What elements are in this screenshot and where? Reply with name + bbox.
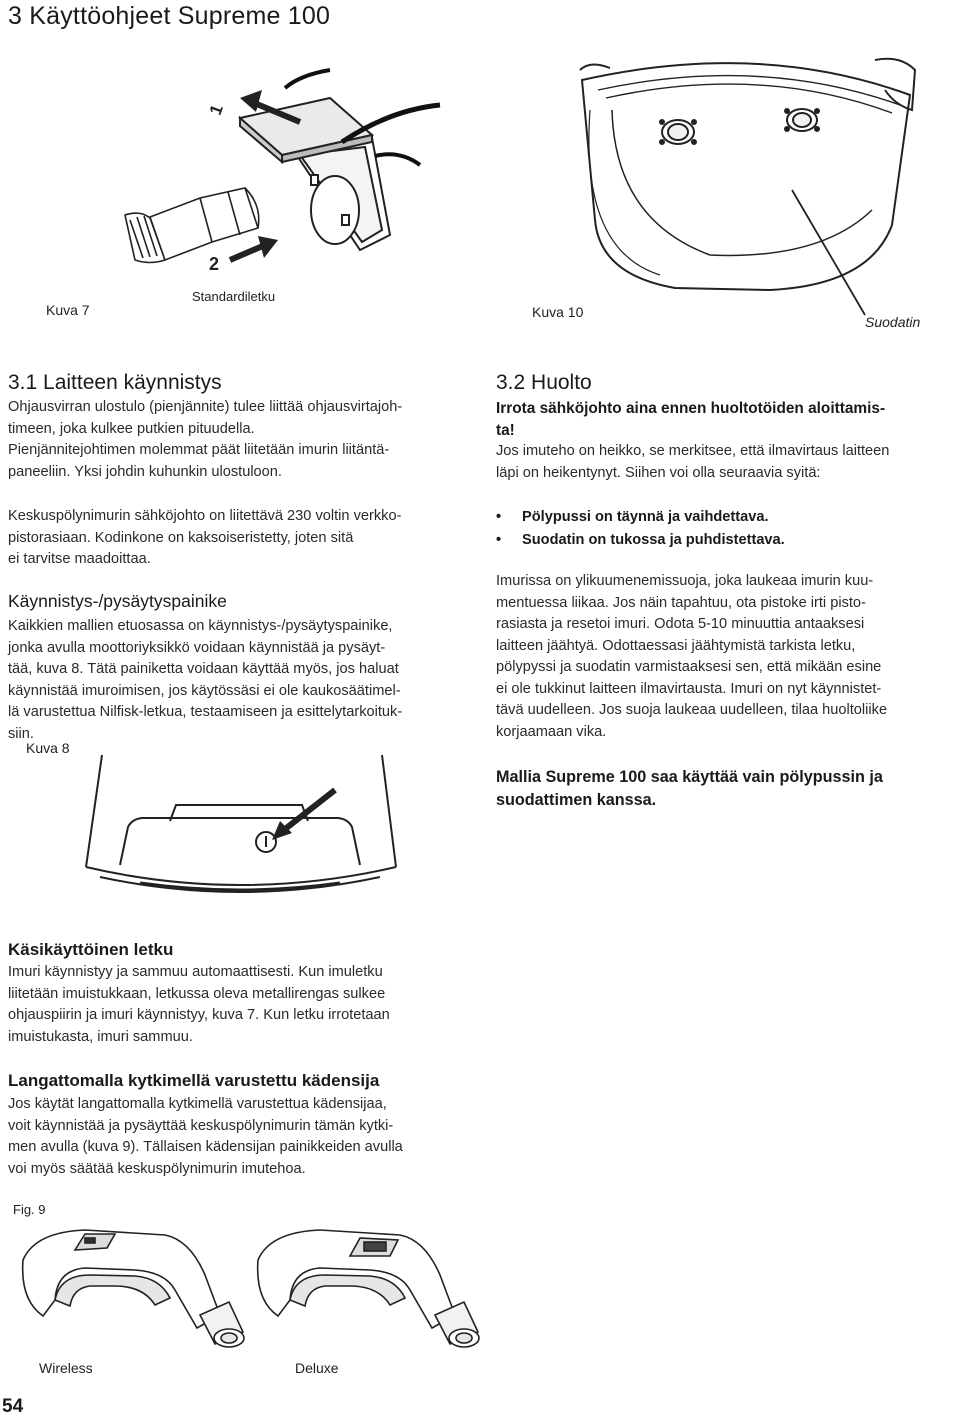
- text-line: timeen, joka kulkee putkien pituudella.: [8, 420, 255, 437]
- text-line: Keskuspölynimurin sähköjohto on liitettävä 230 voltin verkko-: [8, 508, 402, 524]
- text-line: paneeliin. Yksi johdin kuhunkin ulostuloon.: [8, 463, 282, 480]
- text-line: laitteen jäähtyä. Odottaessasi jäähtymistä tarkista letku,: [496, 637, 856, 654]
- text-line: ta!: [496, 421, 515, 439]
- manual-hose-title: Käsikäyttöinen letku: [8, 940, 174, 959]
- filter-bowl-illustration: [520, 50, 940, 340]
- text-line: voi myös säätää keskuspölynimurin imutehoa.: [8, 1160, 306, 1177]
- text-line: Jos käytät langattomalla kytkimellä varustettua kädensijaa,: [8, 1096, 387, 1112]
- standard-hose-label: Standardiletku: [192, 289, 276, 304]
- text-line: Mallia Supreme 100 saa käyttää vain pölypussin ja: [496, 768, 883, 786]
- text-line: suodattimen kanssa.: [496, 791, 657, 809]
- text-line: ei ole tukkinut laitteen ilmavirtausta. Imuri on nyt käynnistet-: [496, 680, 882, 697]
- text-line: rasiasta ja resetoi imuri. Odota 5-10 minuuttia antaaksesi: [496, 616, 865, 632]
- wireless-label: Wireless: [39, 1360, 93, 1376]
- list-item: [494, 529, 954, 552]
- deluxe-label: Deluxe: [295, 1360, 339, 1376]
- figure-7-label: Kuva 7: [46, 302, 90, 318]
- callout-2: 2: [209, 254, 220, 274]
- figure-8: [80, 755, 400, 905]
- power-connection-text: [8, 506, 478, 571]
- text-line: pölypyssi ja suodatin varmistaaksesi sen, että mikään esine: [496, 659, 882, 675]
- wireless-handle-illustration: [15, 1220, 255, 1350]
- deluxe-handle-illustration: [250, 1220, 490, 1350]
- wireless-handle-text: [8, 1094, 478, 1180]
- text-line: ei tarvitse maadoittaa.: [8, 551, 151, 567]
- figure-10-label: Kuva 10: [532, 304, 584, 320]
- text-line: lä varustettua Nilfisk-letkua, testaamiseen ja esittelytarkoituk-: [8, 704, 403, 720]
- bullet-icon: •: [496, 531, 502, 548]
- start-stop-text: [8, 616, 478, 745]
- wireless-handle-title: Langattomalla kytkimellä varustettu kädensija: [8, 1071, 380, 1090]
- bullet-icon: •: [496, 509, 502, 525]
- section-3-2-text: [496, 441, 956, 484]
- text-line: Kaikkien mallien etuosassa on käynnistys-/pysäytyspainike,: [8, 618, 393, 634]
- figure-10: [520, 50, 940, 340]
- text-line: tää, kuva 8. Tätä painiketta voidaan käyttää myös, jos haluat: [8, 661, 399, 677]
- text-line: Irrota sähköjohto aina ennen huoltotöiden aloittamis-: [496, 400, 886, 417]
- text-line: läpi on heikentynyt. Siihen voi olla seuraavia syitä:: [496, 464, 821, 481]
- list-item-text: Suodatin on tukossa ja puhdistettava.: [522, 531, 785, 548]
- wireless-handle-figure: [15, 1220, 255, 1350]
- text-line: voit käynnistää ja pysäyttää keskuspölynimurin tämän kytki-: [8, 1117, 394, 1134]
- text-line: tävä uudelleen. Jos suoja laukeaa uudelleen, tilaa huoltoliike: [496, 702, 888, 718]
- text-line: pistorasiaan. Kodinkone on kaksoiseristetty, joten sitä: [8, 529, 354, 546]
- text-line: siin.: [8, 725, 34, 742]
- text-line: Imuri käynnistyy ja sammuu automaattisesti. Kun imuletku: [8, 964, 383, 980]
- text-line: jonka avulla moottoriyksikkö voidaan käynnistää ja pysäyt-: [8, 639, 386, 656]
- text-line: käynnistää imuroimisen, jos käytössäsi ei ole kaukosäätimel-: [8, 682, 401, 699]
- text-line: imuistukasta, imuri sammuu.: [8, 1028, 193, 1045]
- section-3-1-text: [8, 397, 478, 483]
- section-3-1-title: 3.1 Laitteen käynnistys: [8, 371, 222, 394]
- text-line: korjaamaan vika.: [496, 723, 607, 740]
- page-title: 3 Käyttöohjeet Supreme 100: [8, 2, 331, 30]
- figure-8-label: Kuva 8: [26, 740, 70, 756]
- text-line: mentuessa liikaa. Jos näin tapahtuu, ota pistoke irti pisto-: [496, 594, 866, 611]
- start-stop-panel-illustration: [80, 755, 400, 905]
- figure-9-label: Fig. 9: [13, 1202, 46, 1217]
- list-item-text: Pölypussi on täynnä ja vaihdettava.: [522, 509, 769, 525]
- text-line: ohjauspiirin ja imuri käynnistyy, kuva 7. Kun letku irrotetaan: [8, 1007, 390, 1023]
- section-3-2-warning: [496, 398, 956, 441]
- cause-list: [494, 506, 954, 551]
- list-item: [494, 506, 954, 529]
- text-line: Imurissa on ylikuumenemissuoja, joka laukeaa imurin kuu-: [496, 573, 874, 589]
- callout-1: 1: [205, 102, 227, 118]
- text-line: liitetään imuistukkaan, letkussa oleva metallirengas sulkee: [8, 985, 386, 1002]
- filter-label: Suodatin: [865, 314, 921, 330]
- text-line: men avulla (kuva 9). Tällaisen kädensijan painikkeiden avulla: [8, 1139, 403, 1155]
- page-number: 54: [2, 1396, 24, 1417]
- text-line: Jos imuteho on heikko, se merkitsee, että ilmavirtaus laitteen: [496, 443, 890, 459]
- figure-7: [0, 60, 470, 330]
- text-line: Pienjännitejohtimen molemmat päät liitetään imurin liitäntä-: [8, 442, 390, 458]
- deluxe-handle-figure: [250, 1220, 490, 1350]
- usage-warning: [496, 766, 956, 812]
- start-stop-title: Käynnistys-/pysäytyspainike: [8, 591, 227, 611]
- section-3-2-title: 3.2 Huolto: [496, 371, 592, 394]
- manual-hose-text: [8, 962, 478, 1048]
- text-line: Ohjausvirran ulostulo (pienjännite) tulee liittää ohjausvirtajoh-: [8, 399, 403, 415]
- overheat-text: [496, 571, 956, 743]
